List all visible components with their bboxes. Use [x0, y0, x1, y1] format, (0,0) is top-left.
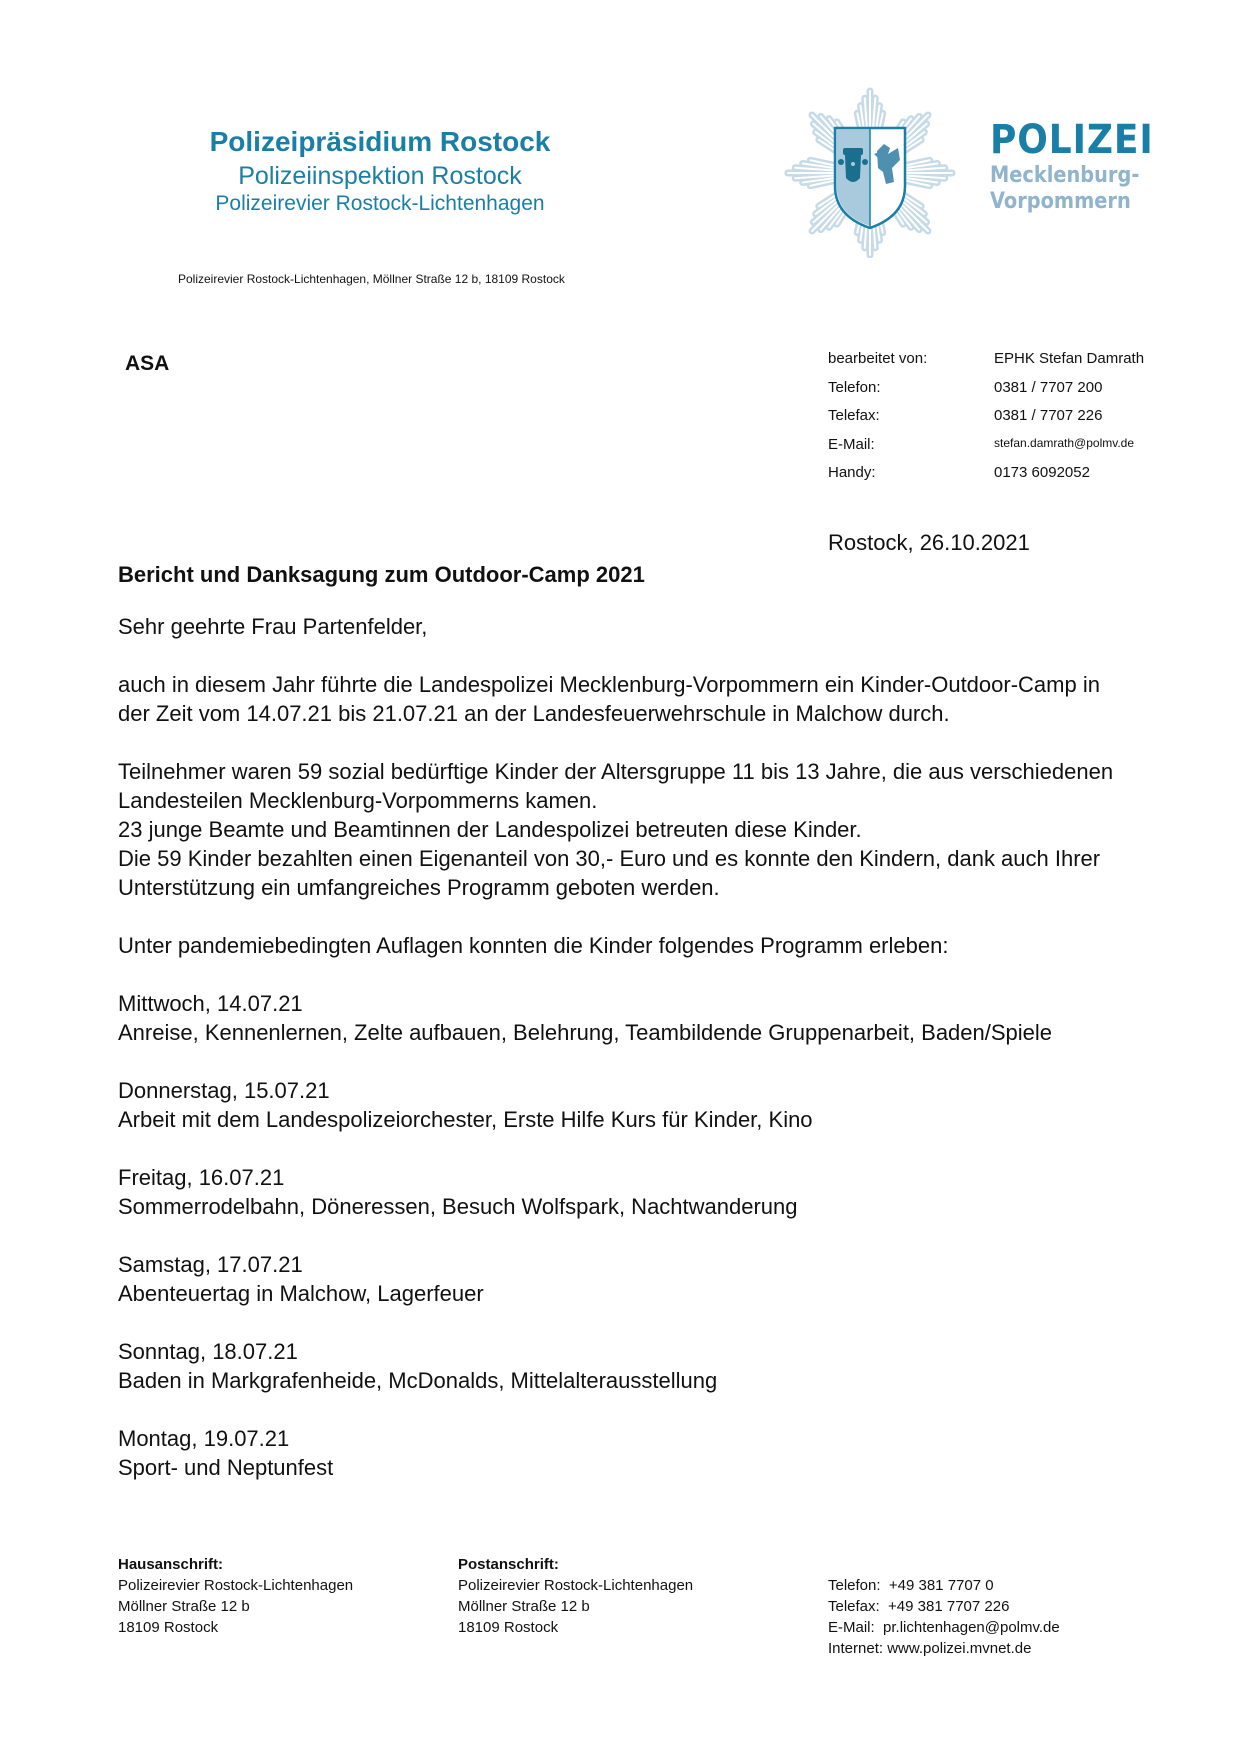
- footer-line: Möllner Straße 12 b: [118, 1598, 250, 1615]
- footer-line: Polizeirevier Rostock-Lichtenhagen: [458, 1577, 694, 1594]
- footer-contact-value: +49 381 7707 226: [888, 1598, 1010, 1615]
- polizei-brand: [990, 117, 1172, 215]
- footer-contact-value: +49 381 7707 0: [888, 1577, 994, 1594]
- police-star-logo-icon: [780, 78, 960, 258]
- brand-title: POLIZEI: [990, 117, 1154, 163]
- contact-row: [828, 379, 1144, 408]
- footer-house-address: [118, 1554, 353, 1638]
- program-activities: Sport- und Neptunfest: [118, 1455, 334, 1480]
- footer-website-link[interactable]: www.polizei.mvnet.de: [887, 1640, 1032, 1657]
- program-activities: Anreise, Kennenlernen, Zelte aufbauen, Belehrung, Teambildende Gruppenarbeit, Baden/Spiele: [118, 1020, 1053, 1045]
- program-item: [118, 1424, 1128, 1482]
- contact-row: [828, 407, 1144, 436]
- contact-label: Telefax:: [828, 407, 880, 424]
- footer-contact-row: [828, 1617, 1060, 1638]
- footer-line: 18109 Rostock: [458, 1619, 559, 1636]
- program-day: Freitag, 16.07.21: [118, 1165, 285, 1190]
- contact-value: 0381 / 7707 226: [994, 407, 1103, 424]
- contact-value: 0381 / 7707 200: [994, 378, 1103, 396]
- program-activities: Abenteuertag in Malchow, Lagerfeuer: [118, 1281, 484, 1306]
- program-day: Samstag, 17.07.21: [118, 1252, 303, 1277]
- paragraph: auch in diesem Jahr führte die Landespolizei Mecklenburg-Vorpommern ein Kinder-Outdoor-Camp in der Zeit vom 14.07.21 bis 21.07.21 an der Landesfeuerwehrschule in Malchow durch.: [118, 672, 1100, 726]
- footer-contact-label: Telefon:: [828, 1577, 881, 1594]
- footer-contact-row: [828, 1596, 1060, 1617]
- program-item: [118, 1337, 1128, 1395]
- contact-label: Handy:: [828, 464, 876, 481]
- letterhead-line-1: Polizeipräsidium Rostock: [209, 126, 551, 157]
- program-day: Donnerstag, 15.07.21: [118, 1078, 330, 1103]
- contact-row: [828, 436, 1144, 465]
- program-item: [118, 989, 1128, 1047]
- brand-subtitle-2: Vorpommern: [990, 189, 1131, 214]
- contact-row: [828, 464, 1144, 493]
- date-line: Rostock, 26.10.2021: [828, 530, 1030, 555]
- contact-block: [828, 350, 1144, 493]
- footer-contact-row: [828, 1575, 1060, 1596]
- letterhead-line-2: Polizeiinspektion Rostock: [238, 162, 522, 190]
- footer-title: Hausanschrift:: [118, 1556, 224, 1573]
- program-day: Montag, 19.07.21: [118, 1426, 290, 1451]
- paragraph: Teilnehmer waren 59 sozial bedürftige Kinder der Altersgruppe 11 bis 13 Jahre, die aus verschiedenen Landesteilen Mecklenburg-Vorpommerns kamen.: [118, 759, 1114, 813]
- paragraph: Die 59 Kinder bezahlten einen Eigenanteil von 30,- Euro und es konnte den Kindern, dank auch Ihrer Unterstützung ein umfangreiches Programm geboten werden.: [118, 846, 1101, 900]
- letterhead-line-3: Polizeirevier Rostock-Lichtenhagen: [215, 192, 545, 215]
- recipient: ASA: [125, 352, 170, 375]
- footer-contact: [828, 1575, 1060, 1659]
- footer-contact-label: Internet:: [828, 1640, 884, 1657]
- paragraph: 23 junge Beamte und Beamtinnen der Landespolizei betreuten diese Kinder.: [118, 817, 862, 842]
- sender-address-line: Polizeirevier Rostock-Lichtenhagen, Möllner Straße 12 b, 18109 Rostock: [178, 272, 565, 286]
- paragraph: Unter pandemiebedingten Auflagen konnten die Kinder folgendes Programm erleben:: [118, 933, 949, 958]
- footer-contact-label: E-Mail:: [828, 1619, 875, 1636]
- letter-body: [118, 612, 1128, 1511]
- contact-row: [828, 350, 1144, 379]
- footer-post-address: [458, 1554, 693, 1638]
- program-day: Mittwoch, 14.07.21: [118, 991, 303, 1016]
- contact-email[interactable]: stefan.damrath@polmv.de: [994, 435, 1135, 450]
- footer-contact-label: Telefax:: [828, 1598, 880, 1615]
- program-list: [118, 989, 1128, 1482]
- program-activities: Sommerrodelbahn, Döneressen, Besuch Wolfspark, Nachtwanderung: [118, 1194, 798, 1219]
- contact-label: E-Mail:: [828, 435, 875, 453]
- footer-line: Polizeirevier Rostock-Lichtenhagen: [118, 1577, 354, 1594]
- program-activities: Arbeit mit dem Landespolizeiorchester, Erste Hilfe Kurs für Kinder, Kino: [118, 1107, 813, 1132]
- program-item: [118, 1250, 1128, 1308]
- program-day: Sonntag, 18.07.21: [118, 1339, 298, 1364]
- footer-contact-row: [828, 1638, 1060, 1659]
- brand-subtitle-1: Mecklenburg-: [990, 163, 1140, 188]
- program-item: [118, 1076, 1128, 1134]
- contact-label: Telefon:: [828, 378, 881, 396]
- salutation: Sehr geehrte Frau Partenfelder,: [118, 614, 428, 639]
- contact-value: 0173 6092052: [994, 464, 1090, 481]
- footer-line: Möllner Straße 12 b: [458, 1598, 590, 1615]
- contact-label: bearbeitet von:: [828, 350, 928, 367]
- program-activities: Baden in Markgrafenheide, McDonalds, Mittelalterausstellung: [118, 1368, 718, 1393]
- footer-title: Postanschrift:: [458, 1556, 559, 1573]
- contact-value: EPHK Stefan Damrath: [994, 350, 1145, 367]
- footer-line: 18109 Rostock: [118, 1619, 219, 1636]
- program-item: [118, 1163, 1128, 1221]
- subject-line: Bericht und Danksagung zum Outdoor-Camp 2021: [118, 562, 645, 587]
- footer-email-link[interactable]: pr.lichtenhagen@polmv.de: [883, 1619, 1060, 1636]
